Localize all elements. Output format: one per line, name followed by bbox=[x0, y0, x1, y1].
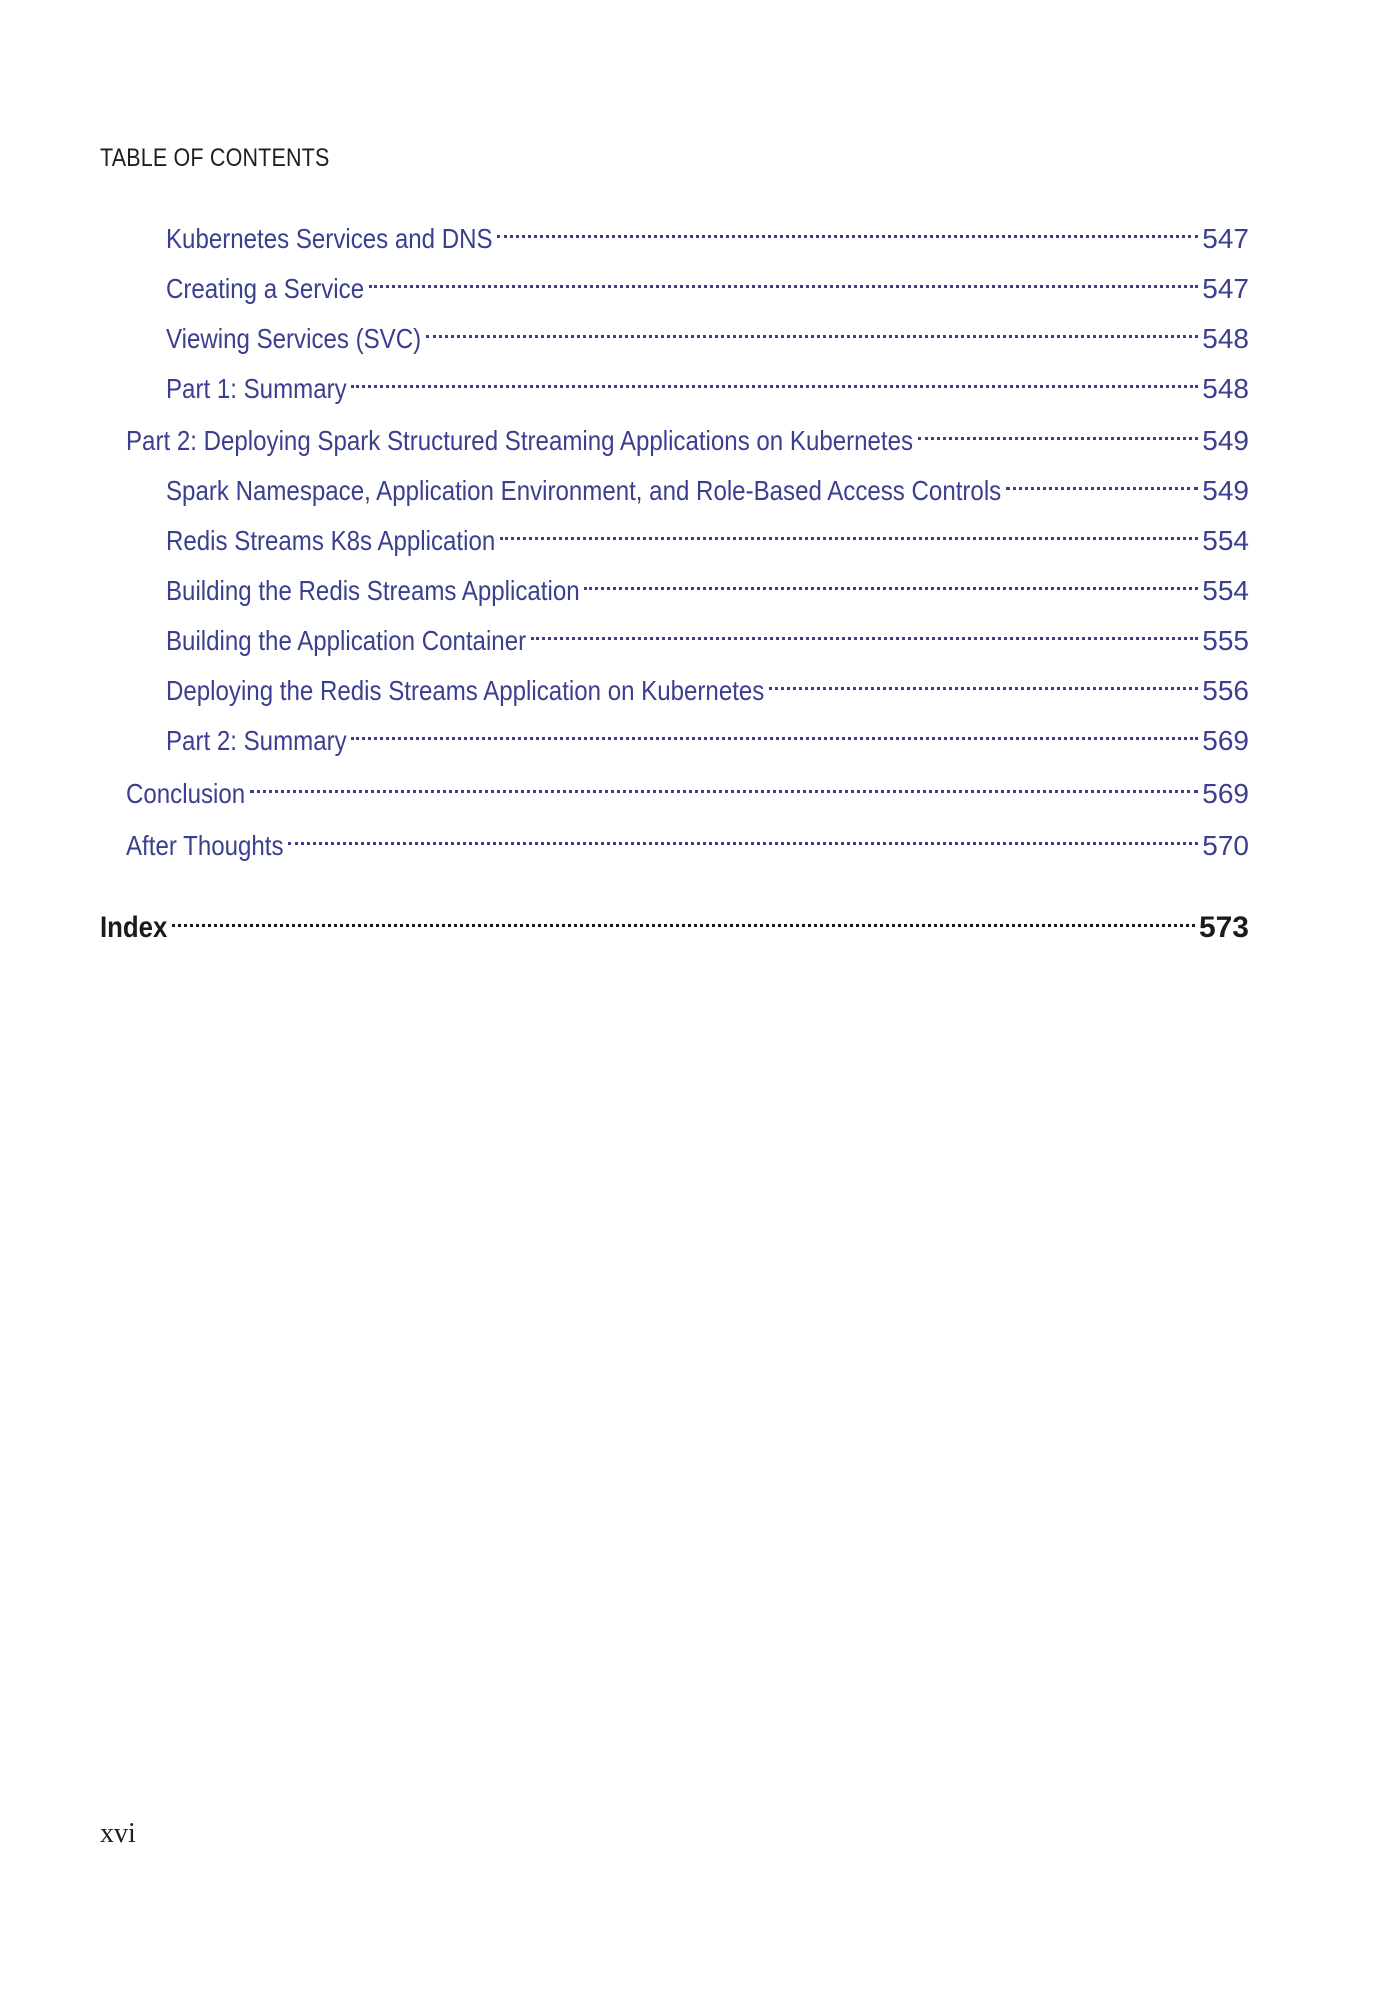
toc-entry-page: 548 bbox=[1202, 373, 1249, 404]
toc-dot-leader bbox=[1006, 460, 1198, 500]
toc-entry[interactable] bbox=[166, 358, 1249, 404]
toc-entry-title: Redis Streams K8s Application bbox=[166, 525, 496, 556]
toc-entry-title: Building the Redis Streams Application bbox=[166, 575, 580, 606]
toc-entry[interactable] bbox=[126, 763, 1249, 809]
toc-dot-leader bbox=[584, 560, 1198, 600]
toc-entry-title: Index bbox=[100, 911, 168, 944]
toc-entry-page: 556 bbox=[1202, 675, 1249, 706]
toc-dot-leader bbox=[497, 208, 1198, 248]
toc-entry-page: 569 bbox=[1202, 778, 1249, 809]
toc-entry[interactable] bbox=[166, 208, 1249, 254]
toc-dot-leader bbox=[769, 660, 1198, 700]
toc-entry-title: Building the Application Container bbox=[166, 625, 527, 656]
toc-entry-title: Viewing Services (SVC) bbox=[166, 323, 422, 354]
toc-entry-page: 547 bbox=[1202, 273, 1249, 304]
toc-dot-leader bbox=[426, 308, 1198, 348]
toc-entry-title: Spark Namespace, Application Environment, and Role-Based Access Controls bbox=[166, 475, 1002, 506]
toc-entry[interactable] bbox=[166, 510, 1249, 556]
toc-entry-title: Creating a Service bbox=[166, 273, 365, 304]
toc-entry[interactable] bbox=[166, 560, 1249, 606]
toc-entry[interactable] bbox=[126, 815, 1249, 861]
toc-entry[interactable] bbox=[166, 308, 1249, 354]
toc-entry-page: 549 bbox=[1202, 475, 1249, 506]
toc-entry-page: 547 bbox=[1202, 223, 1249, 254]
toc-dot-leader bbox=[351, 710, 1198, 750]
toc-dot-leader bbox=[351, 358, 1198, 398]
toc-entry[interactable] bbox=[166, 610, 1249, 656]
toc-dot-leader bbox=[288, 815, 1198, 855]
toc-entry-page: 555 bbox=[1202, 625, 1249, 656]
toc-entry-title: After Thoughts bbox=[126, 830, 284, 861]
toc-entry-title: Part 1: Summary bbox=[166, 373, 347, 404]
toc-entry-page: 549 bbox=[1202, 425, 1249, 456]
toc-dot-leader bbox=[918, 410, 1198, 450]
toc-entry-page: 569 bbox=[1202, 725, 1249, 756]
toc-dot-leader bbox=[500, 510, 1198, 550]
toc-dot-leader bbox=[172, 897, 1195, 937]
toc-entry[interactable] bbox=[166, 258, 1249, 304]
toc-entry[interactable] bbox=[126, 410, 1249, 456]
toc-entry-page: 573 bbox=[1198, 911, 1249, 944]
toc-entry-page: 570 bbox=[1202, 830, 1249, 861]
toc-entry-page: 554 bbox=[1202, 525, 1249, 556]
toc-entry[interactable] bbox=[166, 460, 1249, 506]
toc-entry-title: Part 2: Summary bbox=[166, 725, 347, 756]
toc-entry-page: 548 bbox=[1202, 323, 1249, 354]
toc-dot-leader bbox=[531, 610, 1198, 650]
toc-dot-leader bbox=[250, 763, 1198, 803]
toc-entry[interactable] bbox=[166, 660, 1249, 706]
toc-entry-index[interactable] bbox=[100, 897, 1249, 944]
running-head: TABLE OF CONTENTS bbox=[100, 144, 330, 172]
toc-entry-title: Kubernetes Services and DNS bbox=[166, 223, 493, 254]
page-number-folio: xvi bbox=[100, 1818, 136, 1849]
toc-entry[interactable] bbox=[166, 710, 1249, 756]
toc-entry-page: 554 bbox=[1202, 575, 1249, 606]
toc-entry-title: Deploying the Redis Streams Application on Kubernetes bbox=[166, 675, 765, 706]
toc-dot-leader bbox=[369, 258, 1198, 298]
toc-entry-title: Part 2: Deploying Spark Structured Streaming Applications on Kubernetes bbox=[126, 425, 914, 456]
toc-entry-title: Conclusion bbox=[126, 778, 246, 809]
